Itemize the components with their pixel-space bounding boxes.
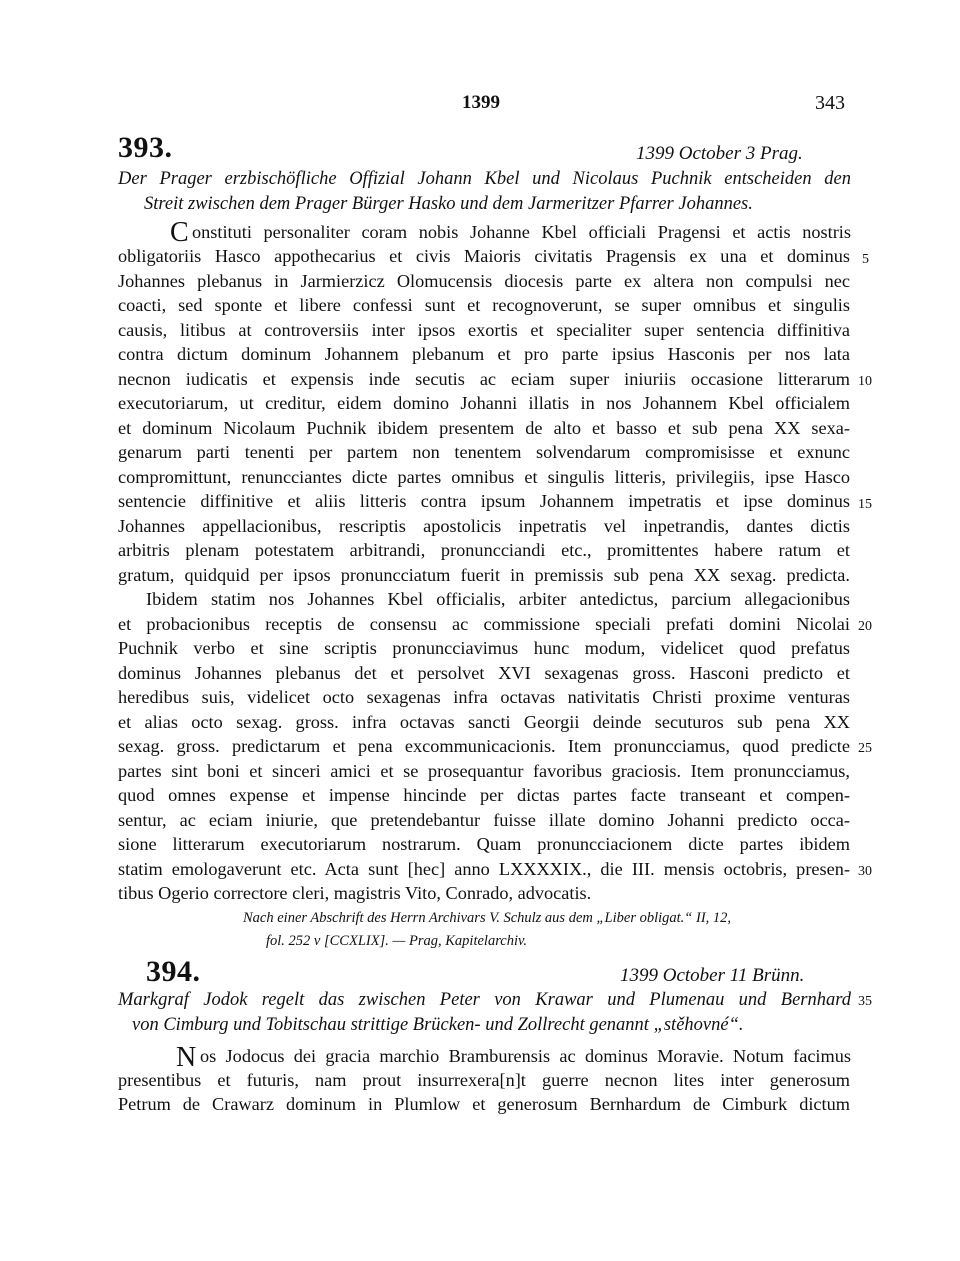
body-line: partes sint boni et sinceri amici et se prosequantur favoribus graciosis. Item pronuncciamus,	[118, 760, 850, 781]
body-line: contra dictum dominum Johannem plebanum et pro parte ipsius Hasconis per nos lata	[118, 344, 850, 364]
body-line: compromittunt, renuncciantes dicte partes omnibus et singulis litteris, privilegiis, ipse Hasco	[118, 466, 850, 487]
body-line: causis, litibus at controversiis inter ipsos exortis et specialiter super sentencia diffinitiva	[118, 319, 850, 340]
body-line: sexag. gross. predictarum et pena excommunicacionis. Item pronuncciamus, quod predicte	[118, 736, 850, 756]
summary-line: Streit zwischen dem Prager Bürger Hasko und dem Jarmeritzer Pfarrer Johannes.	[144, 194, 753, 214]
body-line: obligatoriis Hasco appothecarius et civis Maioris civitatis Pragensis ex una et dominus	[118, 246, 850, 266]
entry-number: 394.	[146, 955, 201, 988]
body-line: Johannes plebanus in Jarmierzicz Olomucensis diocesis parte ex altera non compulsi nec	[118, 270, 850, 291]
source-note: fol. 252 v [CCXLIX]. — Prag, Kapitelarchiv.	[266, 933, 527, 949]
body-line: onstituti personaliter coram nobis Johanne Kbel officiali Pragensi et actis nostris	[192, 222, 851, 242]
body-line: executoriarum, ut creditur, eidem domino Johanni illatis in nos Johannem Kbel officialem	[118, 393, 850, 413]
entry-number: 393.	[118, 131, 173, 164]
summary-line: Markgraf Jodok regelt das zwischen Peter von Krawar und Plumenau und Bernhard	[118, 990, 851, 1010]
body-line: sentur, ac eciam iniurie, que pretendebantur fuisse illate domino Johanni predicto occa-	[118, 809, 850, 830]
body-line: et probacionibus receptis de consensu ac commissione speciali prefati domini Nicolai	[118, 613, 850, 634]
entry-summary	[118, 990, 851, 1011]
margin-line-number: 10	[858, 374, 872, 389]
body-line: statim emologaverunt etc. Acta sunt [hec] anno LXXXXIX., die III. mensis octobris, presen-	[118, 858, 850, 879]
body-line: arbitris plenam potestatem arbitrandi, pronuncciandi etc., promittentes habere ratum et	[118, 540, 850, 560]
body-line: Petrum de Crawarz dominum in Plumlow et generosum Bernhardum de Cimburk dictum	[118, 1094, 850, 1114]
body-line: os Jodocus dei gracia marchio Bramburensis ac dominus Moravie. Notum facimus	[200, 1046, 851, 1066]
body-line: Puchnik verbo et sine scriptis pronuncciavimus hunc modum, videlicet quod prefatus	[118, 638, 850, 658]
margin-line-number: 15	[858, 497, 872, 512]
page-number: 343	[815, 92, 845, 114]
body-line: Johannes appellacionibus, rescriptis apostolicis inpetratis vel inpetrandis, dantes dictis	[118, 515, 850, 536]
body-line: tibus Ogerio correctore cleri, magistris Vito, Conrado, advocatis.	[118, 883, 592, 903]
entry-date: 1399 October 3 Prag.	[636, 143, 803, 164]
body-line: quod omnes expense et impense hincinde per dictas partes facte transeant et compen-	[118, 785, 850, 805]
body-line: sentencie diffinitive et aliis litteris contra ipsum Johannem impetratis et ipse dominus	[118, 491, 850, 511]
body-line: Ibidem statim nos Johannes Kbel officialis, arbiter antedictus, parcium allegacionibus	[146, 589, 850, 609]
body-line: dominus Johannes plebanus det et persolvet XVI sexagenas gross. Hasconi predicto et	[118, 662, 850, 683]
source-note: Nach einer Abschrift des Herrn Archivars V. Schulz aus dem „Liber obligat.“ II, 12,	[243, 910, 732, 926]
margin-line-number: 5	[862, 252, 869, 267]
summary-line: von Cimburg und Tobitschau strittige Brücken- und Zollrecht genannt „stěhovné“.	[132, 1015, 744, 1035]
entry-date: 1399 October 11 Brünn.	[620, 965, 805, 986]
margin-line-number: 30	[858, 864, 872, 879]
body-line: presentibus et futuris, nam prout insurrexera[n]t guerre necnon lites inter generosum	[118, 1070, 850, 1090]
body-line: coacti, sed sponte et libere confessi sunt et recognoverunt, se super omnibus et singulis	[118, 295, 850, 315]
drop-capital: C	[170, 217, 189, 248]
body-line: gratum, quidquid per ipsos pronuncciatum fuerit in premissis sub pena XX sexag. predicta.	[118, 564, 850, 585]
body-line: sione litterarum executoriarum nostrarum. Quam pronuncciacionem dicte partes ibidem	[118, 834, 850, 854]
summary-line: Der Prager erzbischöfliche Offizial Johann Kbel und Nicolaus Puchnik entscheiden den	[118, 169, 851, 189]
entry-summary	[118, 169, 851, 190]
margin-line-number: 20	[858, 619, 872, 634]
body-line: heredibus suis, videlicet octo sexagenas infra octavas nativitatis Christi proxime venturas	[118, 687, 850, 707]
drop-capital: N	[176, 1042, 197, 1073]
running-head-year: 1399	[462, 92, 500, 113]
margin-line-number: 35	[858, 994, 872, 1009]
margin-line-number: 25	[858, 741, 872, 756]
body-line: et dominum Nicolaum Puchnik ibidem presentem de alto et basso et sub pena XX sexa-	[118, 417, 850, 438]
body-line: genarum parti tenenti per partem non tenentem solvendarum compromisisse et exnunc	[118, 442, 850, 462]
body-line: necnon iudicatis et expensis inde secutis ac eciam super iniuriis occasione litterarum	[118, 368, 850, 389]
body-line: et alias octo sexag. gross. infra octavas sancti Georgii deinde secuturos sub pena XX	[118, 711, 850, 732]
